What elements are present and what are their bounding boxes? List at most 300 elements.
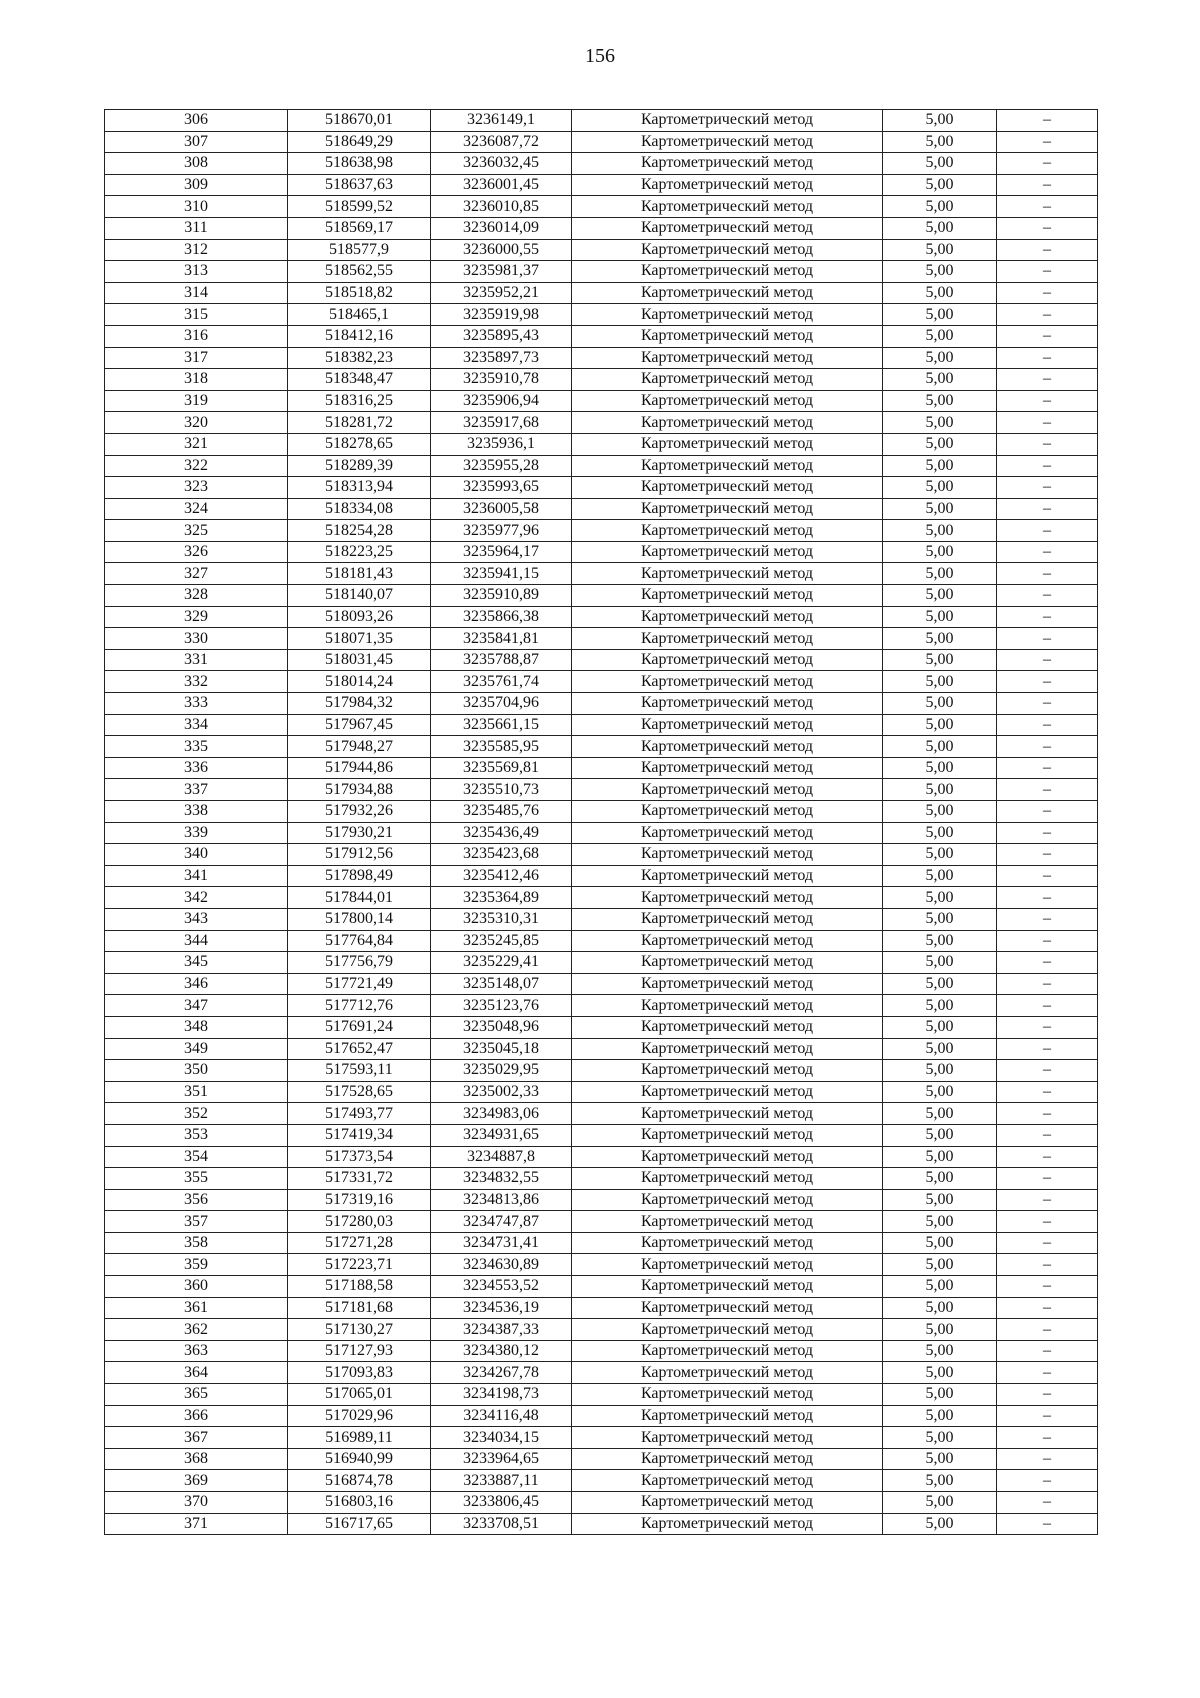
accuracy-cell: 5,00 [883,822,997,844]
point-number-cell: 309 [105,174,288,196]
x-coordinate-cell: 517756,79 [288,952,431,974]
method-cell: Картометрический метод [572,325,883,347]
dash-cell: – [997,649,1098,671]
method-cell: Картометрический метод [572,217,883,239]
y-coordinate-cell: 3235977,96 [431,520,572,542]
x-coordinate-cell: 518181,43 [288,563,431,585]
y-coordinate-cell: 3235910,89 [431,585,572,607]
point-number-cell: 313 [105,261,288,283]
method-cell: Картометрический метод [572,1362,883,1384]
point-number-cell: 327 [105,563,288,585]
dash-cell: – [997,1427,1098,1449]
table-row [105,1232,1098,1254]
method-cell: Картометрический метод [572,1038,883,1060]
y-coordinate-cell: 3234553,52 [431,1276,572,1298]
method-cell: Картометрический метод [572,865,883,887]
method-cell: Картометрический метод [572,541,883,563]
accuracy-cell: 5,00 [883,1081,997,1103]
table-row [105,1276,1098,1298]
table-row [105,110,1098,132]
y-coordinate-cell: 3234116,48 [431,1405,572,1427]
x-coordinate-cell: 516940,99 [288,1448,431,1470]
method-cell: Картометрический метод [572,390,883,412]
table-row [105,736,1098,758]
coordinates-table-body [105,110,1098,1535]
dash-cell: – [997,196,1098,218]
point-number-cell: 325 [105,520,288,542]
x-coordinate-cell: 517181,68 [288,1297,431,1319]
table-row [105,1254,1098,1276]
dash-cell: – [997,628,1098,650]
accuracy-cell: 5,00 [883,477,997,499]
x-coordinate-cell: 517271,28 [288,1232,431,1254]
x-coordinate-cell: 517593,11 [288,1060,431,1082]
accuracy-cell: 5,00 [883,131,997,153]
accuracy-cell: 5,00 [883,390,997,412]
dash-cell: – [997,1103,1098,1125]
method-cell: Картометрический метод [572,628,883,650]
y-coordinate-cell: 3236005,58 [431,498,572,520]
point-number-cell: 324 [105,498,288,520]
accuracy-cell: 5,00 [883,304,997,326]
method-cell: Картометрический метод [572,973,883,995]
point-number-cell: 326 [105,541,288,563]
point-number-cell: 359 [105,1254,288,1276]
point-number-cell: 354 [105,1146,288,1168]
method-cell: Картометрический метод [572,1340,883,1362]
dash-cell: – [997,908,1098,930]
point-number-cell: 348 [105,1016,288,1038]
dash-cell: – [997,736,1098,758]
accuracy-cell: 5,00 [883,693,997,715]
x-coordinate-cell: 518382,23 [288,347,431,369]
y-coordinate-cell: 3235123,76 [431,995,572,1017]
accuracy-cell: 5,00 [883,1427,997,1449]
accuracy-cell: 5,00 [883,1254,997,1276]
method-cell: Картометрический метод [572,1189,883,1211]
table-row [105,217,1098,239]
x-coordinate-cell: 517331,72 [288,1168,431,1190]
point-number-cell: 332 [105,671,288,693]
table-row [105,930,1098,952]
y-coordinate-cell: 3235229,41 [431,952,572,974]
y-coordinate-cell: 3235866,38 [431,606,572,628]
x-coordinate-cell: 517898,49 [288,865,431,887]
y-coordinate-cell: 3234267,78 [431,1362,572,1384]
table-row [105,1297,1098,1319]
accuracy-cell: 5,00 [883,261,997,283]
method-cell: Картометрический метод [572,196,883,218]
x-coordinate-cell: 518031,45 [288,649,431,671]
y-coordinate-cell: 3234887,8 [431,1146,572,1168]
dash-cell: – [997,1254,1098,1276]
method-cell: Картометрический метод [572,887,883,909]
dash-cell: – [997,131,1098,153]
x-coordinate-cell: 518599,52 [288,196,431,218]
y-coordinate-cell: 3235761,74 [431,671,572,693]
method-cell: Картометрический метод [572,369,883,391]
table-row [105,1513,1098,1535]
point-number-cell: 314 [105,282,288,304]
table-row [105,1319,1098,1341]
table-row [105,801,1098,823]
accuracy-cell: 5,00 [883,369,997,391]
table-row [105,995,1098,1017]
method-cell: Картометрический метод [572,693,883,715]
x-coordinate-cell: 518254,28 [288,520,431,542]
point-number-cell: 365 [105,1384,288,1406]
table-row [105,585,1098,607]
table-row [105,1060,1098,1082]
y-coordinate-cell: 3235910,78 [431,369,572,391]
dash-cell: – [997,563,1098,585]
method-cell: Картометрический метод [572,347,883,369]
x-coordinate-cell: 518316,25 [288,390,431,412]
method-cell: Картометрический метод [572,1168,883,1190]
accuracy-cell: 5,00 [883,1297,997,1319]
table-row [105,1340,1098,1362]
x-coordinate-cell: 516874,78 [288,1470,431,1492]
x-coordinate-cell: 517280,03 [288,1211,431,1233]
table-row [105,563,1098,585]
y-coordinate-cell: 3234536,19 [431,1297,572,1319]
x-coordinate-cell: 518638,98 [288,153,431,175]
point-number-cell: 357 [105,1211,288,1233]
method-cell: Картометрический метод [572,714,883,736]
accuracy-cell: 5,00 [883,110,997,132]
x-coordinate-cell: 517652,47 [288,1038,431,1060]
dash-cell: – [997,952,1098,974]
x-coordinate-cell: 517944,86 [288,757,431,779]
point-number-cell: 335 [105,736,288,758]
method-cell: Картометрический метод [572,1060,883,1082]
dash-cell: – [997,1189,1098,1211]
x-coordinate-cell: 517493,77 [288,1103,431,1125]
y-coordinate-cell: 3235412,46 [431,865,572,887]
accuracy-cell: 5,00 [883,628,997,650]
x-coordinate-cell: 516989,11 [288,1427,431,1449]
point-number-cell: 343 [105,908,288,930]
x-coordinate-cell: 517967,45 [288,714,431,736]
method-cell: Картометрический метод [572,110,883,132]
accuracy-cell: 5,00 [883,1492,997,1514]
method-cell: Картометрический метод [572,433,883,455]
y-coordinate-cell: 3234813,86 [431,1189,572,1211]
dash-cell: – [997,477,1098,499]
x-coordinate-cell: 516717,65 [288,1513,431,1535]
x-coordinate-cell: 518670,01 [288,110,431,132]
accuracy-cell: 5,00 [883,1016,997,1038]
table-row [105,1168,1098,1190]
dash-cell: – [997,1448,1098,1470]
method-cell: Картометрический метод [572,563,883,585]
point-number-cell: 306 [105,110,288,132]
point-number-cell: 318 [105,369,288,391]
method-cell: Картометрический метод [572,498,883,520]
y-coordinate-cell: 3234931,65 [431,1124,572,1146]
y-coordinate-cell: 3235952,21 [431,282,572,304]
y-coordinate-cell: 3235919,98 [431,304,572,326]
dash-cell: – [997,110,1098,132]
y-coordinate-cell: 3236014,09 [431,217,572,239]
method-cell: Картометрический метод [572,585,883,607]
y-coordinate-cell: 3236087,72 [431,131,572,153]
table-row [105,1492,1098,1514]
point-number-cell: 369 [105,1470,288,1492]
table-row [105,261,1098,283]
dash-cell: – [997,217,1098,239]
y-coordinate-cell: 3234034,15 [431,1427,572,1449]
y-coordinate-cell: 3234198,73 [431,1384,572,1406]
x-coordinate-cell: 518223,25 [288,541,431,563]
table-row [105,1038,1098,1060]
point-number-cell: 371 [105,1513,288,1535]
x-coordinate-cell: 518348,47 [288,369,431,391]
x-coordinate-cell: 517721,49 [288,973,431,995]
dash-cell: – [997,1146,1098,1168]
y-coordinate-cell: 3235585,95 [431,736,572,758]
y-coordinate-cell: 3235002,33 [431,1081,572,1103]
accuracy-cell: 5,00 [883,1448,997,1470]
accuracy-cell: 5,00 [883,757,997,779]
table-row [105,649,1098,671]
dash-cell: – [997,995,1098,1017]
x-coordinate-cell: 517912,56 [288,844,431,866]
dash-cell: – [997,1168,1098,1190]
y-coordinate-cell: 3233887,11 [431,1470,572,1492]
dash-cell: – [997,1211,1098,1233]
table-row [105,153,1098,175]
table-row [105,412,1098,434]
point-number-cell: 347 [105,995,288,1017]
table-row [105,1405,1098,1427]
accuracy-cell: 5,00 [883,1340,997,1362]
point-number-cell: 311 [105,217,288,239]
y-coordinate-cell: 3236149,1 [431,110,572,132]
y-coordinate-cell: 3235045,18 [431,1038,572,1060]
x-coordinate-cell: 517984,32 [288,693,431,715]
accuracy-cell: 5,00 [883,455,997,477]
method-cell: Картометрический метод [572,412,883,434]
method-cell: Картометрический метод [572,1384,883,1406]
method-cell: Картометрический метод [572,304,883,326]
x-coordinate-cell: 517844,01 [288,887,431,909]
table-row [105,1448,1098,1470]
y-coordinate-cell: 3236000,55 [431,239,572,261]
table-row [105,325,1098,347]
method-cell: Картометрический метод [572,1492,883,1514]
y-coordinate-cell: 3235510,73 [431,779,572,801]
point-number-cell: 368 [105,1448,288,1470]
x-coordinate-cell: 518140,07 [288,585,431,607]
y-coordinate-cell: 3235981,37 [431,261,572,283]
accuracy-cell: 5,00 [883,844,997,866]
point-number-cell: 320 [105,412,288,434]
y-coordinate-cell: 3235704,96 [431,693,572,715]
point-number-cell: 323 [105,477,288,499]
dash-cell: – [997,239,1098,261]
dash-cell: – [997,844,1098,866]
x-coordinate-cell: 517948,27 [288,736,431,758]
table-row [105,908,1098,930]
method-cell: Картометрический метод [572,757,883,779]
accuracy-cell: 5,00 [883,1405,997,1427]
point-number-cell: 363 [105,1340,288,1362]
accuracy-cell: 5,00 [883,563,997,585]
method-cell: Картометрический метод [572,477,883,499]
coordinates-table [104,109,1098,1535]
point-number-cell: 361 [105,1297,288,1319]
method-cell: Картометрический метод [572,671,883,693]
accuracy-cell: 5,00 [883,282,997,304]
accuracy-cell: 5,00 [883,1276,997,1298]
dash-cell: – [997,757,1098,779]
method-cell: Картометрический метод [572,1254,883,1276]
y-coordinate-cell: 3235423,68 [431,844,572,866]
method-cell: Картометрический метод [572,606,883,628]
y-coordinate-cell: 3235906,94 [431,390,572,412]
point-number-cell: 351 [105,1081,288,1103]
table-row [105,1427,1098,1449]
y-coordinate-cell: 3235048,96 [431,1016,572,1038]
point-number-cell: 330 [105,628,288,650]
dash-cell: – [997,390,1098,412]
x-coordinate-cell: 517093,83 [288,1362,431,1384]
y-coordinate-cell: 3235148,07 [431,973,572,995]
accuracy-cell: 5,00 [883,779,997,801]
point-number-cell: 338 [105,801,288,823]
x-coordinate-cell: 518412,16 [288,325,431,347]
accuracy-cell: 5,00 [883,887,997,909]
dash-cell: – [997,541,1098,563]
accuracy-cell: 5,00 [883,995,997,1017]
accuracy-cell: 5,00 [883,649,997,671]
point-number-cell: 355 [105,1168,288,1190]
table-row [105,477,1098,499]
y-coordinate-cell: 3235436,49 [431,822,572,844]
x-coordinate-cell: 516803,16 [288,1492,431,1514]
table-row [105,887,1098,909]
dash-cell: – [997,1513,1098,1535]
table-row [105,1384,1098,1406]
dash-cell: – [997,412,1098,434]
dash-cell: – [997,930,1098,952]
method-cell: Картометрический метод [572,153,883,175]
table-row [105,714,1098,736]
x-coordinate-cell: 518577,9 [288,239,431,261]
x-coordinate-cell: 517029,96 [288,1405,431,1427]
point-number-cell: 329 [105,606,288,628]
table-row [105,844,1098,866]
dash-cell: – [997,1124,1098,1146]
x-coordinate-cell: 518281,72 [288,412,431,434]
table-row [105,369,1098,391]
y-coordinate-cell: 3235841,81 [431,628,572,650]
dash-cell: – [997,369,1098,391]
dash-cell: – [997,498,1098,520]
x-coordinate-cell: 518649,29 [288,131,431,153]
method-cell: Картометрический метод [572,801,883,823]
point-number-cell: 310 [105,196,288,218]
method-cell: Картометрический метод [572,930,883,952]
accuracy-cell: 5,00 [883,585,997,607]
table-row [105,628,1098,650]
table-row [105,952,1098,974]
point-number-cell: 360 [105,1276,288,1298]
y-coordinate-cell: 3234387,33 [431,1319,572,1341]
x-coordinate-cell: 517065,01 [288,1384,431,1406]
table-row [105,757,1098,779]
table-row [105,433,1098,455]
dash-cell: – [997,455,1098,477]
accuracy-cell: 5,00 [883,714,997,736]
point-number-cell: 328 [105,585,288,607]
table-row [105,1189,1098,1211]
dash-cell: – [997,325,1098,347]
method-cell: Картометрический метод [572,239,883,261]
table-row [105,455,1098,477]
x-coordinate-cell: 517188,58 [288,1276,431,1298]
point-number-cell: 312 [105,239,288,261]
method-cell: Картометрический метод [572,1276,883,1298]
x-coordinate-cell: 517373,54 [288,1146,431,1168]
accuracy-cell: 5,00 [883,1146,997,1168]
dash-cell: – [997,671,1098,693]
x-coordinate-cell: 518278,65 [288,433,431,455]
x-coordinate-cell: 517127,93 [288,1340,431,1362]
accuracy-cell: 5,00 [883,1384,997,1406]
y-coordinate-cell: 3233806,45 [431,1492,572,1514]
y-coordinate-cell: 3235569,81 [431,757,572,779]
dash-cell: – [997,1081,1098,1103]
dash-cell: – [997,779,1098,801]
method-cell: Картометрический метод [572,1513,883,1535]
point-number-cell: 346 [105,973,288,995]
accuracy-cell: 5,00 [883,153,997,175]
table-row [105,1016,1098,1038]
accuracy-cell: 5,00 [883,239,997,261]
point-number-cell: 337 [105,779,288,801]
x-coordinate-cell: 517319,16 [288,1189,431,1211]
x-coordinate-cell: 518465,1 [288,304,431,326]
point-number-cell: 333 [105,693,288,715]
y-coordinate-cell: 3235917,68 [431,412,572,434]
method-cell: Картометрический метод [572,1103,883,1125]
table-row [105,1470,1098,1492]
point-number-cell: 336 [105,757,288,779]
table-row [105,606,1098,628]
x-coordinate-cell: 518014,24 [288,671,431,693]
accuracy-cell: 5,00 [883,930,997,952]
y-coordinate-cell: 3235964,17 [431,541,572,563]
table-row [105,131,1098,153]
method-cell: Картометрический метод [572,282,883,304]
dash-cell: – [997,1492,1098,1514]
method-cell: Картометрический метод [572,1124,883,1146]
point-number-cell: 315 [105,304,288,326]
method-cell: Картометрический метод [572,779,883,801]
accuracy-cell: 5,00 [883,325,997,347]
table-row [105,779,1098,801]
point-number-cell: 350 [105,1060,288,1082]
dash-cell: – [997,153,1098,175]
point-number-cell: 340 [105,844,288,866]
method-cell: Картометрический метод [572,995,883,1017]
page-number: 156 [585,45,615,67]
dash-cell: – [997,714,1098,736]
method-cell: Картометрический метод [572,261,883,283]
point-number-cell: 349 [105,1038,288,1060]
